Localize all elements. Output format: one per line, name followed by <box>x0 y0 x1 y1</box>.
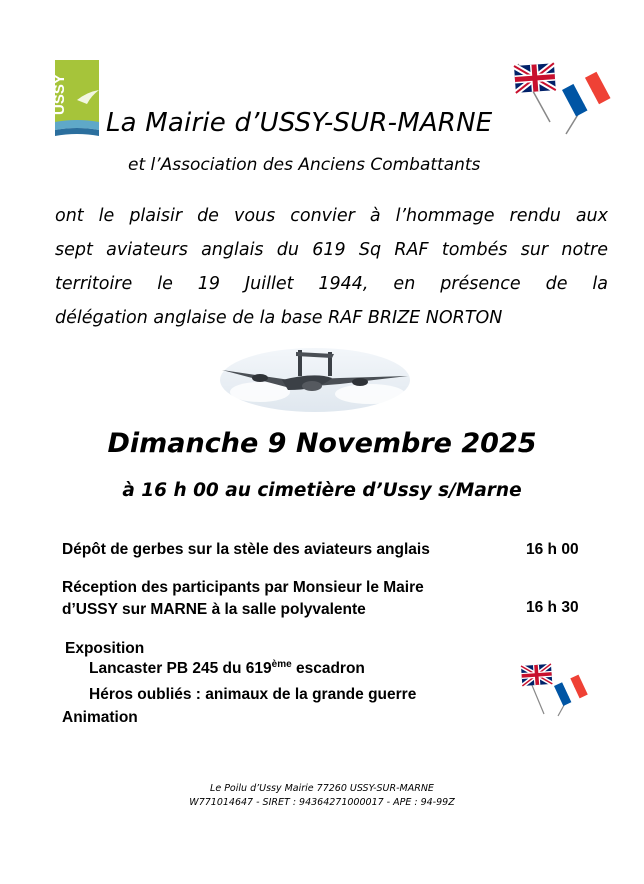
intro-line: délégation anglaise de la base RAF BRIZE NORTON <box>55 308 503 328</box>
intro-line: territoire le 19 Juillet 1944, en présence de la <box>55 274 608 294</box>
expo-lancaster-text-end: escadron <box>291 660 365 678</box>
page-title: La Mairie d’USSY-SUR-MARNE <box>106 108 493 138</box>
lancaster-bomber-image <box>220 342 410 412</box>
program-item-reception-2: d’USSY sur MARNE à la salle polyvalente <box>62 601 366 618</box>
program-item-wreath: Dépôt de gerbes sur la stèle des aviateurs anglais <box>62 541 430 558</box>
program-time-wreath: 16 h 00 <box>526 541 579 558</box>
footer-line-1: Le Poilu d’Ussy Mairie 77260 USSY-SUR-MARNE <box>210 783 434 794</box>
expo-superscript: ème <box>271 659 292 670</box>
intro-line: sept aviateurs anglais du 619 Sq RAF tombés sur notre <box>55 240 608 260</box>
expo-lancaster-text: Lancaster PB 245 du 619 <box>89 660 272 678</box>
intro-text <box>55 199 608 335</box>
event-date: Dimanche 9 Novembre 2025 <box>107 428 537 459</box>
intro-line: ont le plaisir de vous convier à l’hommage rendu aux <box>55 206 608 226</box>
program-expo-lancaster <box>89 659 365 678</box>
logo <box>51 60 99 146</box>
logo-text: USSY <box>51 74 68 115</box>
program-exposition-label: Exposition <box>65 640 145 657</box>
event-place: à 16 h 00 au cimetière d’Ussy s/Marne <box>122 480 522 501</box>
footer-line-2: W771014647 - SIRET : 94364271000017 - APE : 94-99Z <box>189 797 455 808</box>
crossed-flags-icon <box>510 60 605 135</box>
program-item-reception: Réception des participants par Monsieur le Maire <box>62 579 424 596</box>
program-time-reception: 16 h 30 <box>526 599 579 616</box>
program-animation: Animation <box>62 709 138 726</box>
program-expo-heroes: Héros oubliés : animaux de la grande guerre <box>89 686 417 703</box>
page-subtitle: et l’Association des Anciens Combattants <box>128 155 481 175</box>
crossed-flags-icon <box>518 662 584 718</box>
